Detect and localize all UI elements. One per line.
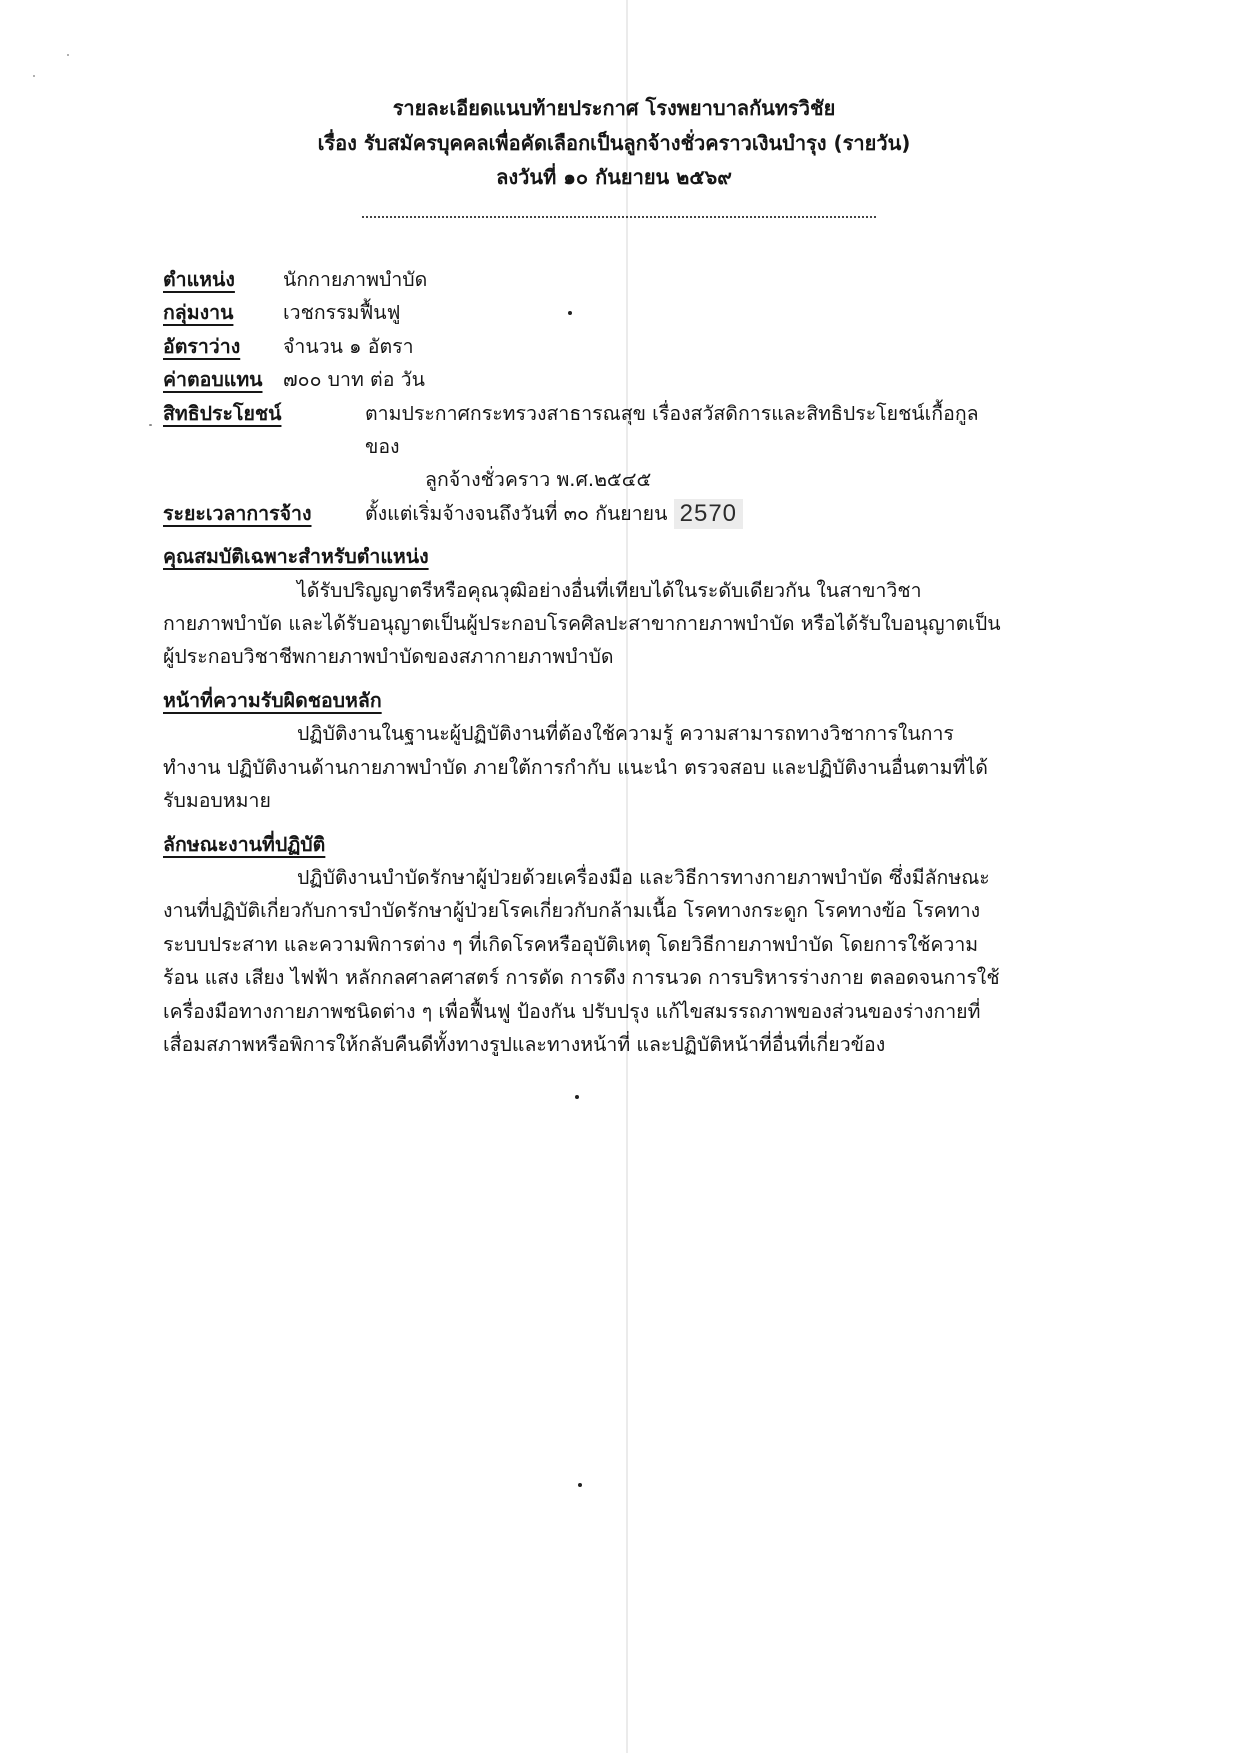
- header-dotted-divider: [362, 216, 876, 218]
- field-value-benefits-line2: ลูกจ้างชั่วคราว พ.ศ.๒๕๔๕: [425, 468, 652, 492]
- section-heading: ลักษณะงานที่ปฏิบัติ: [163, 832, 326, 856]
- field-label-benefits: สิทธิประโยชน์: [163, 401, 282, 425]
- scan-speck: [575, 1095, 579, 1099]
- field-label-employment-period: ระยะเวลาการจ้าง: [163, 501, 312, 525]
- document-header: [0, 91, 1228, 195]
- header-subject: เรื่อง รับสมัครบุคคลเพื่อคัดเลือกเป็นลูกจ้างชั่วคราวเงินบำรุง (รายวัน): [317, 130, 911, 155]
- employment-period-year-box: 2570: [674, 499, 743, 529]
- section-responsibilities: [163, 684, 1010, 818]
- section-heading: คุณสมบัติเฉพาะสำหรับตำแหน่ง: [163, 545, 429, 569]
- field-position: [163, 263, 1010, 296]
- field-value-compensation: ๗๐๐ บาท ต่อ วัน: [283, 368, 425, 392]
- scan-speck: [33, 75, 35, 77]
- section-paragraph: ได้รับปริญญาตรีหรือคุณวุฒิอย่างอื่นที่เทียบได้ในระดับเดียวกัน ในสาขาวิชากายภาพบำบัด และได้รับอนุญาตเป็นผู้ประกอบโรคศิลปะสาขากายภาพบำบัด หรือได้รับใบอนุญาตเป็นผู้ประกอบวิชาชีพกายภาพบำบัดของสภากายภาพบำบัด: [163, 578, 1001, 669]
- field-vacancies: [163, 330, 1010, 363]
- field-value-benefits-line1: ตามประกาศกระทรวงสาธารณสุข เรื่องสวัสดิการและสิทธิประโยชน์เกื้อกูลของ: [365, 401, 979, 459]
- field-label-compensation: ค่าตอบแทน: [163, 368, 263, 392]
- section-heading: หน้าที่ความรับผิดชอบหลัก: [163, 688, 382, 712]
- header-date: ลงวันที่ ๑๐ กันยายน ๒๕๖๙: [496, 165, 732, 189]
- field-label-work-group: กลุ่มงาน: [163, 301, 234, 325]
- section-qualifications: [163, 540, 1010, 674]
- field-value-vacancies: จำนวน ๑ อัตรา: [283, 334, 414, 358]
- field-benefits: [163, 397, 1010, 497]
- field-label-vacancies: อัตราว่าง: [163, 334, 241, 358]
- field-value-work-group: เวชกรรมฟื้นฟู: [283, 301, 401, 325]
- employment-period-text: ตั้งแต่เริ่มจ้างจนถึงวันที่ ๓๐ กันยายน: [365, 501, 668, 525]
- header-title: รายละเอียดแนบท้ายประกาศ โรงพยาบาลกันทรวิชัย: [392, 96, 836, 120]
- section-paragraph: ปฏิบัติงานบำบัดรักษาผู้ป่วยด้วยเครื่องมือ และวิธีการทางกายภาพบำบัด ซึ่งมีลักษณะงานที่ปฏิบัติเกี่ยวกับการบำบัดรักษาผู้ป่วยโรคเกี่ยวกับกล้ามเนื้อ โรคทางกระดูก โรคทางข้อ โรคทางระบบประสาท และความพิการต่าง ๆ ที่เกิดโรคหรืออุบัติเหตุ โดยวิธีกายภาพบำบัด โดยการใช้ความร้อน แสง เสียง ไฟฟ้า หลักกลศาลศาสตร์ การดัด การดึง การนวด การบริหารร่างกาย ตลอดจนการใช้เครื่องมือทางกายภาพชนิดต่าง ๆ เพื่อฟื้นฟู ป้องกัน ปรับปรุง แก้ไขสมรรถภาพของส่วนของร่างกายที่เสื่อมสภาพหรือพิการให้กลับคืนดีทั้งทางรูปและทางหน้าที่ และปฏิบัติหน้าที่อื่นที่เกี่ยวข้อง: [163, 865, 1000, 1056]
- field-value-employment-period: [365, 497, 1010, 530]
- section-job-description: [163, 828, 1010, 1062]
- scan-speck: [67, 54, 69, 56]
- document-body: [163, 263, 1010, 1061]
- section-paragraph: ปฏิบัติงานในฐานะผู้ปฏิบัติงานที่ต้องใช้ความรู้ ความสามารถทางวิชาการในการทำงาน ปฏิบัติงานด้านกายภาพบำบัด ภายใต้การกำกับ แนะนำ ตรวจสอบ และปฏิบัติงานอื่นตามที่ได้รับมอบหมาย: [163, 722, 988, 813]
- field-employment-period: [163, 497, 1010, 530]
- field-work-group: [163, 296, 1010, 329]
- field-compensation: [163, 363, 1010, 396]
- field-value-position: นักกายภาพบำบัด: [283, 268, 428, 291]
- scan-speck: [578, 1483, 582, 1487]
- field-label-position: ตำแหน่ง: [163, 268, 235, 291]
- scan-speck: [149, 424, 152, 426]
